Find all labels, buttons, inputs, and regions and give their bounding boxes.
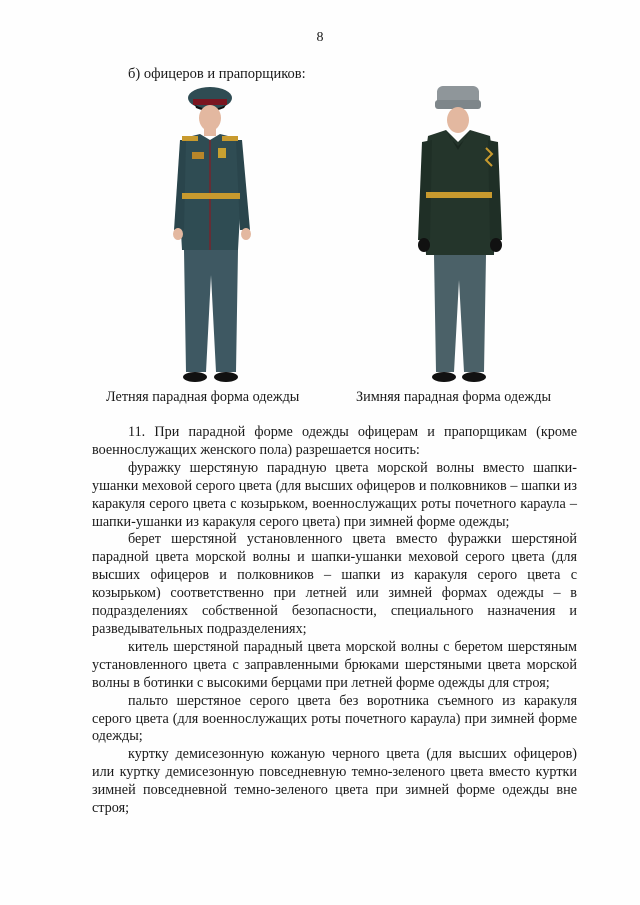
summer-uniform-figure (162, 80, 262, 390)
paragraph: 11. При парадной форме одежды офицерам и прапорщикам (кроме военнослужащих женского пола) разрешается носить: (92, 424, 577, 458)
paragraph: пальто шерстяное серого цвета без воротника съемного из каракуля серого цвета (для военнослужащих роты почетного караула) при зимней форме одежды; (92, 692, 577, 745)
figure-caption-winter: Зимняя парадная форма одежды (356, 389, 551, 405)
paragraph: фуражку шерстяную парадную цвета морской волны вместо шапки-ушанки меховой серого цвета (для высших офицеров и полковников – шапки из каракуля серого цвета с козырьком, военнослужащих роты почетного караула – шапки-ушанки из каракуля серого цвета) при зимней форме одежды; (92, 459, 577, 530)
paragraph: китель шерстяной парадный цвета морской волны с беретом шерстяным установленного цвета с заправленными брюками шерстяными цвета морской волны в ботинки с высокими берцами при летней форме одежды для строя; (92, 638, 577, 691)
section-heading: б) офицеров и прапорщиков: (128, 66, 306, 82)
winter-uniform-figure (410, 80, 510, 390)
paragraph: берет шерстяной установленного цвета вместо фуражки шерстяной парадной цвета морской волны и шапки-ушанки меховой серого цвета (для высших офицеров и полковников – шапки из каракуля серого цвета с козырьком) соответственно при летней или зимней формах одежды – в подразделениях собственной безопасности, специального назначения и разведывательных подразделениях; (92, 531, 577, 637)
paragraph: куртку демисезонную кожаную черного цвета (для высших офицеров) или куртку демисезонную повседневную темно-зеленого цвета вместо куртки зимней повседневной темно-зеленого цвета при зимней форме одежды вне строя; (92, 746, 577, 817)
figure-caption-summer: Летняя парадная форма одежды (106, 389, 300, 405)
page-number: 8 (316, 30, 324, 45)
winter-uniform-illustration (410, 80, 510, 390)
summer-uniform-illustration (162, 80, 262, 390)
body-text (92, 424, 577, 818)
